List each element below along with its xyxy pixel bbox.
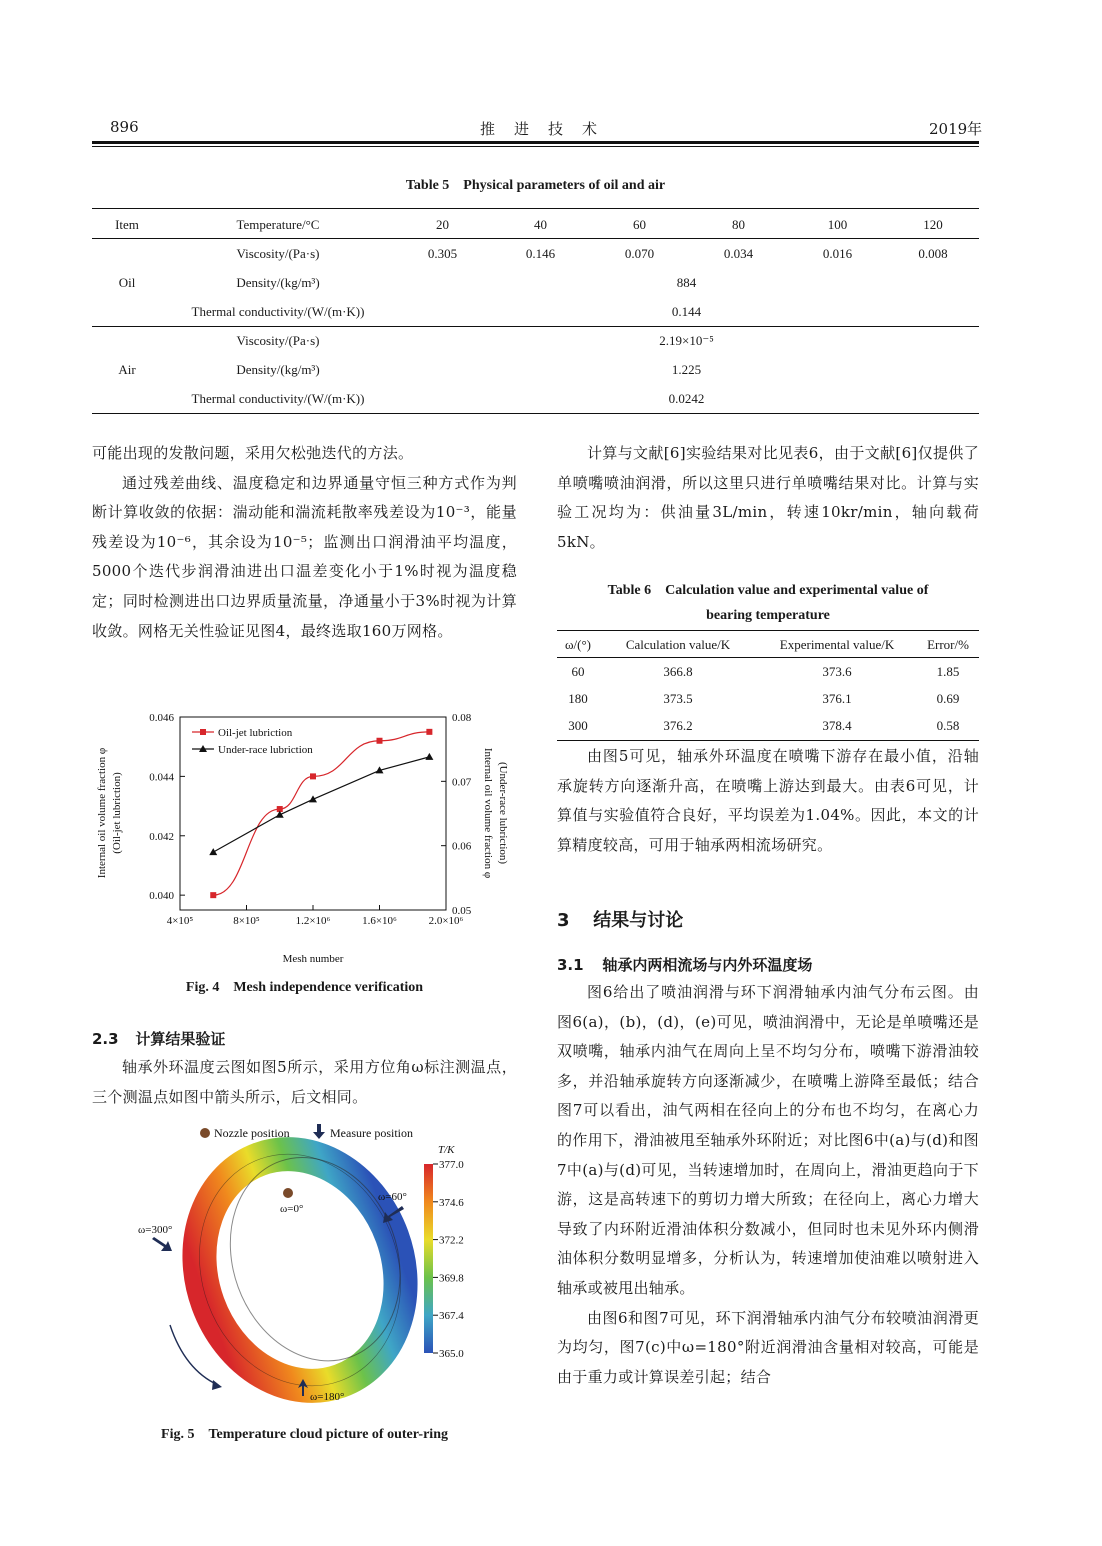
paragraph: 通过残差曲线、温度稳定和边界通量守恒三种方式作为判断计算收敛的依据：湍动能和湍流耗散率残差设为10⁻³，能量残差设为10⁻⁶，其余设为10⁻⁵；监测出口润滑油平均温度，5000个迭代步润滑油进出口温差变化小于1%时视为温度稳定；同时检测进出口边界质量流量，净通量小于3%时视为计算收敛。网格无关性验证见图4，最终选取160万网格。 [92, 473, 517, 640]
section-title: 结果与讨论 [593, 910, 684, 931]
table6-head-cell: Calculation value/K [625, 636, 731, 652]
table5 [92, 210, 979, 413]
table5-cell: 0.144 [671, 303, 702, 319]
nozzle-position-icon [283, 1188, 293, 1198]
outer-ring [168, 1125, 435, 1410]
table6-row [557, 685, 979, 712]
section-heading-3 [557, 906, 683, 932]
table5-top-rule [92, 208, 979, 209]
table6-caption [557, 578, 979, 628]
color-scale-bar [424, 1164, 433, 1353]
fig5-ring-figure [130, 1120, 490, 1410]
table6-row [557, 658, 979, 685]
table6-cell: 366.8 [663, 663, 693, 679]
table5-row [92, 239, 979, 268]
legend-nozzle-label: Nozzle position [214, 1126, 290, 1140]
table6-cell: 378.4 [822, 717, 852, 733]
section-heading-2-3 [92, 1028, 225, 1049]
legend-measure-label: Measure position [330, 1126, 413, 1140]
table5-caption: Table 5 Physical parameters of oil and air [405, 178, 666, 193]
data-point-under-race [309, 795, 317, 802]
scale-label: 369.8 [439, 1272, 464, 1285]
y-axis-title-left: Internal oil volume fraction φ [96, 747, 108, 879]
table5-cell: 1.225 [671, 361, 702, 377]
table5-air-tc-label: Thermal conductivity/(W/(m·K)) [191, 390, 365, 406]
left-text-block [92, 439, 517, 646]
table6-cell: 376.1 [822, 690, 852, 706]
right-text-block-3 [557, 978, 979, 1392]
table5-air-viscosity-label: Viscosity/(Pa·s) [236, 332, 320, 348]
scale-label: 367.4 [439, 1310, 464, 1323]
y-tick-label-left: 0.040 [149, 890, 174, 903]
fig4-caption: Fig. 4 Mesh independence verification [185, 980, 424, 995]
scale-label: 374.6 [439, 1196, 464, 1209]
y-tick-label-right: 0.07 [452, 776, 472, 789]
table5-oil-density-label: Density/(kg/m³) [236, 274, 320, 290]
x-tick-label: 2.0×10⁶ [428, 915, 464, 927]
table5-cell: 0.070 [624, 245, 655, 261]
fig4-chart [92, 705, 522, 970]
table5-oil-label: Oil [118, 274, 136, 290]
data-point-oil-jet [377, 738, 383, 744]
table5-air-label: Air [118, 361, 136, 377]
legend-marker-oil-jet [200, 729, 206, 735]
data-point-oil-jet [426, 729, 432, 735]
angle-label-0: ω=0° [280, 1203, 304, 1215]
table6-cell: 0.69 [936, 690, 960, 706]
table5-row [92, 326, 979, 355]
y-axis-title-right: (Under-race lubriction) [497, 761, 509, 865]
y-tick-label-left: 0.046 [149, 712, 174, 724]
table5-oil-tc-label: Thermal conductivity/(W/(m·K)) [191, 303, 365, 319]
table5-cell: 2.19×10⁻⁵ [659, 332, 714, 348]
section-title: 计算结果验证 [135, 1030, 226, 1048]
table5-head-temp: 100 [827, 216, 848, 232]
sec23-text [92, 1053, 517, 1112]
x-axis-title: Mesh number [282, 953, 344, 965]
y-axis-title-right: Internal oil volume fraction φ [482, 747, 494, 879]
header-rule [92, 141, 979, 144]
table5-cell: 0.008 [918, 245, 948, 261]
series-line [213, 732, 429, 895]
table6-head-cell: Experimental value/K [779, 636, 895, 652]
table5-head-item: Item [115, 216, 139, 232]
table5-head-temp: 40 [534, 216, 547, 232]
table6-cell: 373.6 [822, 663, 852, 679]
table6-cell: 300 [568, 717, 588, 733]
table5-row [92, 268, 979, 297]
paragraph: 计算与文献[6]实验结果对比见表6，由于文献[6]仅提供了单喷嘴喷油润滑，所以这里只进行单喷嘴结果对比。计算与实验工况均为：供油量3L/min，转速10kr/min，轴向载荷5kN。 [557, 444, 979, 551]
table5-head-param: Temperature/°C [236, 216, 320, 232]
series-line [213, 757, 429, 852]
paragraph: 由图5可见，轴承外环温度在喷嘴下游存在最小值，沿轴承旋转方向逐渐升高，在喷嘴上游达到最大。由表6可见，计算值与实验值符合良好，平均误差为1.04%。因此，本文的计算精度较高，可用于轴承两相流场研究。 [557, 747, 979, 854]
section-title: 轴承内两相流场与内外环温度场 [602, 956, 813, 974]
y-axis-title-left: (Oil-jet lubriction) [111, 772, 123, 854]
section-heading-3-1 [557, 954, 812, 975]
table5-cell: 0.0242 [668, 390, 705, 406]
table5-cell: 0.305 [427, 245, 458, 261]
paragraph: 可能出现的发散问题，采用欠松弛迭代的方法。 [92, 444, 414, 462]
table5-row [92, 355, 979, 384]
page-number: 896 [110, 118, 139, 136]
paragraph: 轴承外环温度云图如图5所示，采用方位角ω标注测温点，三个测温点如图中箭头所示，后文相同。 [92, 1058, 517, 1106]
angle-label-60: ω=60° [378, 1191, 407, 1203]
data-point-under-race [425, 753, 433, 760]
section-number: 2.3 [92, 1030, 119, 1048]
table5-head-temp: 20 [436, 216, 449, 232]
y-tick-label-right: 0.05 [452, 905, 472, 917]
table5-air-density-label: Density/(kg/m³) [236, 361, 320, 377]
table6-head-cell: Error/% [927, 636, 969, 652]
table5-bottom-rule [92, 413, 979, 414]
y-tick-label-left: 0.044 [149, 771, 174, 784]
measure-arrow-icon [313, 1124, 325, 1139]
table6-cell: 373.5 [663, 690, 693, 706]
y-tick-label-right: 0.06 [452, 840, 472, 853]
scale-label: 372.2 [439, 1234, 464, 1247]
section-number: 3.1 [557, 956, 584, 974]
paragraph: 由图6和图7可见，环下润滑轴承内油气分布较喷油润滑更为均匀，图7(c)中ω=180°附近润滑油含量相对较高，可能是由于重力或计算误差引起；结合 [557, 1308, 979, 1386]
table5-head-temp: 60 [633, 216, 646, 232]
scale-label: 377.0 [439, 1159, 464, 1171]
legend-label: Oil-jet lubriction [218, 727, 293, 739]
table6-head-cell: ω/(°) [564, 636, 592, 652]
table5-cell: 0.034 [723, 245, 754, 261]
data-point-oil-jet [310, 773, 316, 779]
table6-cell: 376.2 [663, 717, 693, 733]
nozzle-marker-icon [200, 1128, 210, 1138]
table5-row [92, 297, 979, 326]
x-tick-label: 4×10⁵ [166, 915, 194, 927]
table6-cell: 180 [568, 690, 588, 706]
issue-year: 2019年 [929, 120, 983, 138]
journal-name: 推 进 技 术 [480, 120, 600, 138]
table6-cell: 1.85 [936, 663, 960, 679]
table6-header-row [557, 631, 979, 658]
data-point-under-race [209, 848, 217, 855]
table5-cell: 884 [676, 274, 697, 290]
right-text-block-2 [557, 742, 979, 860]
y-tick-label-left: 0.042 [149, 830, 174, 843]
angle-label-180: ω=180° [310, 1391, 345, 1403]
data-point-oil-jet [210, 892, 216, 898]
paragraph: 图6给出了喷油润滑与环下润滑轴承内油气分布云图。由图6(a)，(b)，(d)，(e)可见，喷油润滑中，无论是单喷嘴还是双喷嘴，轴承内油气在周向上呈不均匀分布，喷嘴下游滑油较多，并沿轴承旋转方向逐渐减少，在喷嘴上游降至最低；结合图7可以看出，油气两相在径向上的分布也不均匀，在离心力的作用下，滑油被甩至轴承外环附近；对比图6中(a)与(d)和图7中(a)与(d)可见，当转速增加时，在周向上，滑油更趋向于下游，这是高转速下的剪切力增大所致；在径向上，离心力增大导致了内环附近滑油体积分数减小，但同时也未见外环内侧滑油体积分数明显增多，分析认为，转速增加使油难以喷射进入轴承或被甩出轴承。 [557, 983, 979, 1297]
table6-caption-line: Table 6 Calculation value and experimental value of [607, 583, 929, 598]
y-tick-label-right: 0.08 [452, 712, 472, 724]
measure-arrow-300-icon [152, 1237, 172, 1251]
scale-unit: T/K [438, 1144, 455, 1156]
table6-cell: 0.58 [936, 717, 960, 733]
fig5-caption: Fig. 5 Temperature cloud picture of outer-ring [161, 1427, 448, 1442]
table6-bottom-rule [557, 740, 979, 741]
scale-label: 365.0 [439, 1348, 464, 1360]
table6-caption-line: bearing temperature [706, 608, 830, 623]
angle-label-300: ω=300° [138, 1224, 173, 1236]
table5-header-row [92, 210, 979, 239]
table5-oil-viscosity-label: Viscosity/(Pa·s) [236, 245, 320, 261]
x-tick-label: 8×10⁵ [233, 915, 260, 927]
right-text-block-1 [557, 439, 979, 557]
table5-cell: 0.146 [525, 245, 556, 261]
header-rule-thin [92, 146, 979, 147]
table6-cell: 60 [571, 663, 585, 679]
x-tick-label: 1.2×10⁶ [295, 915, 331, 927]
legend-label: Under-race lubriction [218, 744, 313, 756]
table6-row [557, 712, 979, 739]
x-tick-label: 1.6×10⁶ [362, 915, 397, 927]
table6 [557, 631, 979, 739]
rotation-arrowhead-icon [212, 1380, 222, 1390]
section-number: 3 [557, 910, 570, 931]
table5-cell: 0.016 [822, 245, 853, 261]
table5-row [92, 384, 979, 413]
table5-head-temp: 120 [923, 216, 943, 232]
table5-head-temp: 80 [732, 216, 745, 232]
